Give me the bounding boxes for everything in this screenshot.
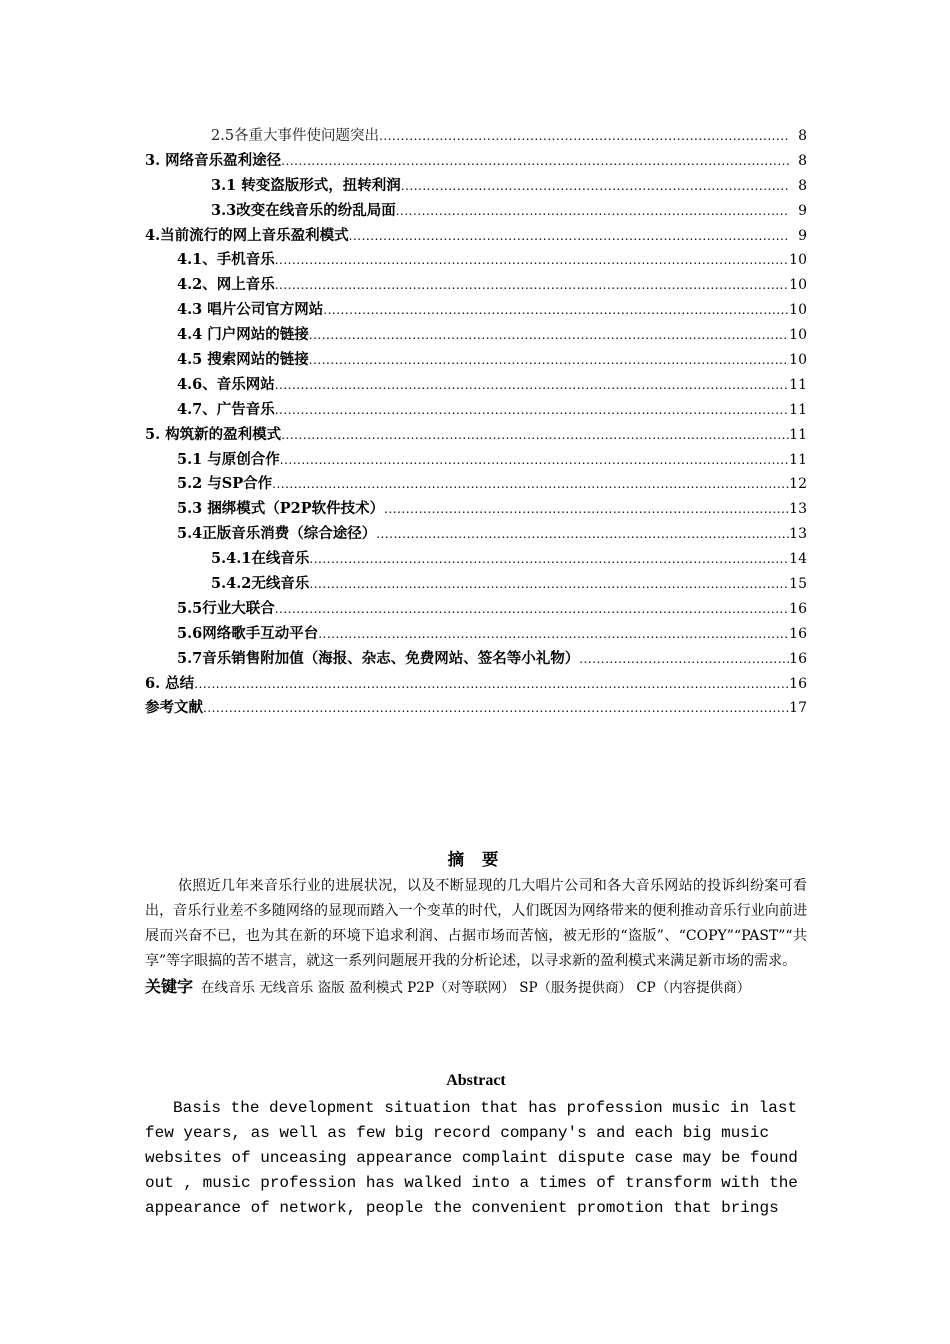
toc-entry-label: 4.当前流行的网上音乐盈利模式 (145, 226, 349, 244)
toc-entry[interactable] (145, 572, 807, 597)
toc-entry[interactable] (145, 298, 807, 323)
toc-entry-label: 2.5各重大事件使问题突出 (211, 128, 380, 144)
toc-leader-dots (309, 328, 789, 342)
toc-leader-dots (309, 353, 789, 367)
toc-entry-label: 4.6、音乐网站 (177, 375, 275, 393)
toc-entry-page: 11 (789, 401, 807, 418)
toc-leader-dots (194, 677, 789, 691)
toc-leader-dots (401, 179, 789, 193)
toc-leader-dots (379, 129, 789, 143)
toc-leader-dots (579, 652, 789, 666)
toc-entry-label: 5.4.2无线音乐 (211, 575, 310, 593)
english-abstract-body: Basis the development situation that has profession music in last few years, as well as few big record company's and each big music websites of unceasing appearance complaint dispute case may be found out , music profession has walked into a times of transform with the appearance of network, people the convenient promotion that brings (145, 1099, 798, 1217)
toc-entry[interactable] (145, 696, 807, 721)
toc-entry-label: 4.3 唱片公司官方网站 (177, 301, 324, 319)
toc-entry-page: 16 (789, 650, 807, 667)
toc-entry-page: 9 (798, 227, 807, 244)
toc-leader-dots (275, 278, 789, 292)
toc-entry[interactable] (145, 472, 807, 497)
chinese-abstract-title: 摘 要 (447, 850, 505, 869)
toc-entry-label: 4.5 搜索网站的链接 (177, 351, 309, 369)
toc-entry[interactable] (145, 323, 807, 348)
toc-leader-dots (275, 253, 789, 267)
toc-entry-page: 10 (789, 252, 807, 269)
toc-entry[interactable] (145, 672, 807, 697)
toc-entry-page: 8 (798, 128, 807, 144)
toc-entry-label: 5.4.1在线音乐 (211, 550, 310, 568)
toc-entry-page: 10 (789, 302, 807, 319)
toc-entry-page: 17 (789, 700, 807, 717)
toc-leader-dots (275, 378, 789, 392)
toc-entry-label: 3. 网络音乐盈利途径 (145, 151, 282, 169)
toc-entry-page: 13 (789, 526, 807, 543)
toc-entry-label: 5.5行业大联合 (177, 599, 275, 617)
toc-entry-label: 5.1 与原创合作 (177, 450, 280, 468)
toc-entry-page: 16 (789, 625, 807, 642)
toc-entry[interactable] (145, 398, 807, 423)
toc-entry-label: 5.2 与SP合作 (177, 475, 273, 493)
toc-leader-dots (376, 527, 789, 541)
toc-leader-dots (280, 453, 789, 467)
toc-entry-label: 5.6网络歌手互动平台 (177, 624, 319, 642)
toc-entry-page: 14 (789, 551, 807, 568)
toc-entry-page: 16 (789, 600, 807, 617)
toc-entry-page: 11 (789, 451, 807, 468)
toc-entry[interactable] (145, 124, 807, 149)
toc-entry-page: 9 (798, 202, 807, 219)
toc-entry[interactable] (145, 497, 807, 522)
toc-entry-page: 10 (789, 327, 807, 344)
toc-entry[interactable] (145, 423, 807, 448)
toc-entry[interactable] (145, 448, 807, 473)
toc-entry[interactable] (145, 224, 807, 249)
toc-leader-dots (275, 403, 789, 417)
keywords-label: 关键字 (145, 977, 194, 996)
toc-entry[interactable] (145, 597, 807, 622)
toc-entry-label: 3.3改变在线音乐的纷乱局面 (211, 201, 396, 219)
toc-entry-page: 8 (798, 177, 807, 194)
toc-entry-label: 4.2、网上音乐 (177, 276, 275, 294)
keywords (145, 975, 807, 1000)
toc-entry[interactable] (145, 647, 807, 672)
toc-leader-dots (309, 577, 789, 591)
toc-entry-page: 10 (789, 277, 807, 294)
toc-entry[interactable] (145, 149, 807, 174)
toc-leader-dots (203, 701, 789, 715)
toc-entry[interactable] (145, 248, 807, 273)
toc-entry[interactable] (145, 622, 807, 647)
toc-entry-label: 6. 总结 (145, 674, 195, 692)
toc-leader-dots (396, 204, 789, 218)
chinese-abstract (145, 846, 807, 1000)
toc-leader-dots (309, 552, 789, 566)
english-abstract (145, 1072, 807, 1221)
toc-entry[interactable] (145, 199, 807, 224)
toc-leader-dots (281, 428, 789, 442)
table-of-contents (145, 124, 807, 721)
toc-entry-page: 12 (789, 476, 807, 493)
toc-entry-label: 参考文献 (145, 699, 203, 717)
toc-entry-page: 16 (789, 675, 807, 692)
toc-entry-page: 10 (789, 352, 807, 369)
toc-entry-page: 15 (789, 576, 807, 593)
toc-leader-dots (323, 303, 789, 317)
toc-entry[interactable] (145, 373, 807, 398)
toc-entry[interactable] (145, 348, 807, 373)
toc-leader-dots (275, 602, 789, 616)
toc-entry[interactable] (145, 273, 807, 298)
toc-entry[interactable] (145, 547, 807, 572)
toc-entry[interactable] (145, 522, 807, 547)
toc-entry-label: 5.4正版音乐消费（综合途径） (177, 525, 377, 543)
toc-entry[interactable] (145, 174, 807, 199)
toc-entry-page: 11 (789, 376, 807, 393)
toc-leader-dots (318, 627, 789, 641)
keywords-text: 在线音乐 无线音乐 盗版 盈利模式 P2P（对等联网） SP（服务提供商） CP（内容提供商） (201, 980, 751, 996)
toc-entry-page: 13 (789, 501, 807, 518)
toc-leader-dots (349, 229, 789, 243)
english-abstract-title: Abstract (446, 1072, 506, 1089)
chinese-abstract-body: 依照近几年来音乐行业的进展状况，以及不断显现的几大唱片公司和各大音乐网站的投诉纠纷案可看出，音乐行业差不多随网络的显现而踏入一个变革的时代，人们既因为网络带来的便利推动音乐行业向前进展而兴奋不已，也为其在新的环境下追求利润、占据市场而苦恼，被无形的“盗版”、“COPY”“PAST”“共享”等字眼搞的苦不堪言，就这一系列问题展开我的分析论述，以寻求新的盈利模式来满足新市场的需求。 (145, 878, 807, 969)
toc-entry-label: 4.1、手机音乐 (177, 251, 275, 269)
toc-entry-label: 4.4 门户网站的链接 (177, 326, 309, 344)
toc-entry-label: 4.7、广告音乐 (177, 400, 275, 418)
toc-leader-dots (384, 502, 789, 516)
toc-entry-label: 5. 构筑新的盈利模式 (145, 425, 282, 443)
toc-leader-dots (272, 477, 789, 491)
toc-entry-page: 8 (798, 152, 807, 169)
toc-entry-label: 5.3 捆绑模式（P2P软件技术） (177, 500, 385, 518)
toc-entry-page: 11 (789, 426, 807, 443)
toc-leader-dots (281, 154, 789, 168)
toc-entry-label: 5.7音乐销售附加值（海报、杂志、免费网站、签名等小礼物） (177, 649, 580, 667)
toc-entry-label: 3.1 转变盗版形式，扭转利润 (211, 176, 401, 194)
